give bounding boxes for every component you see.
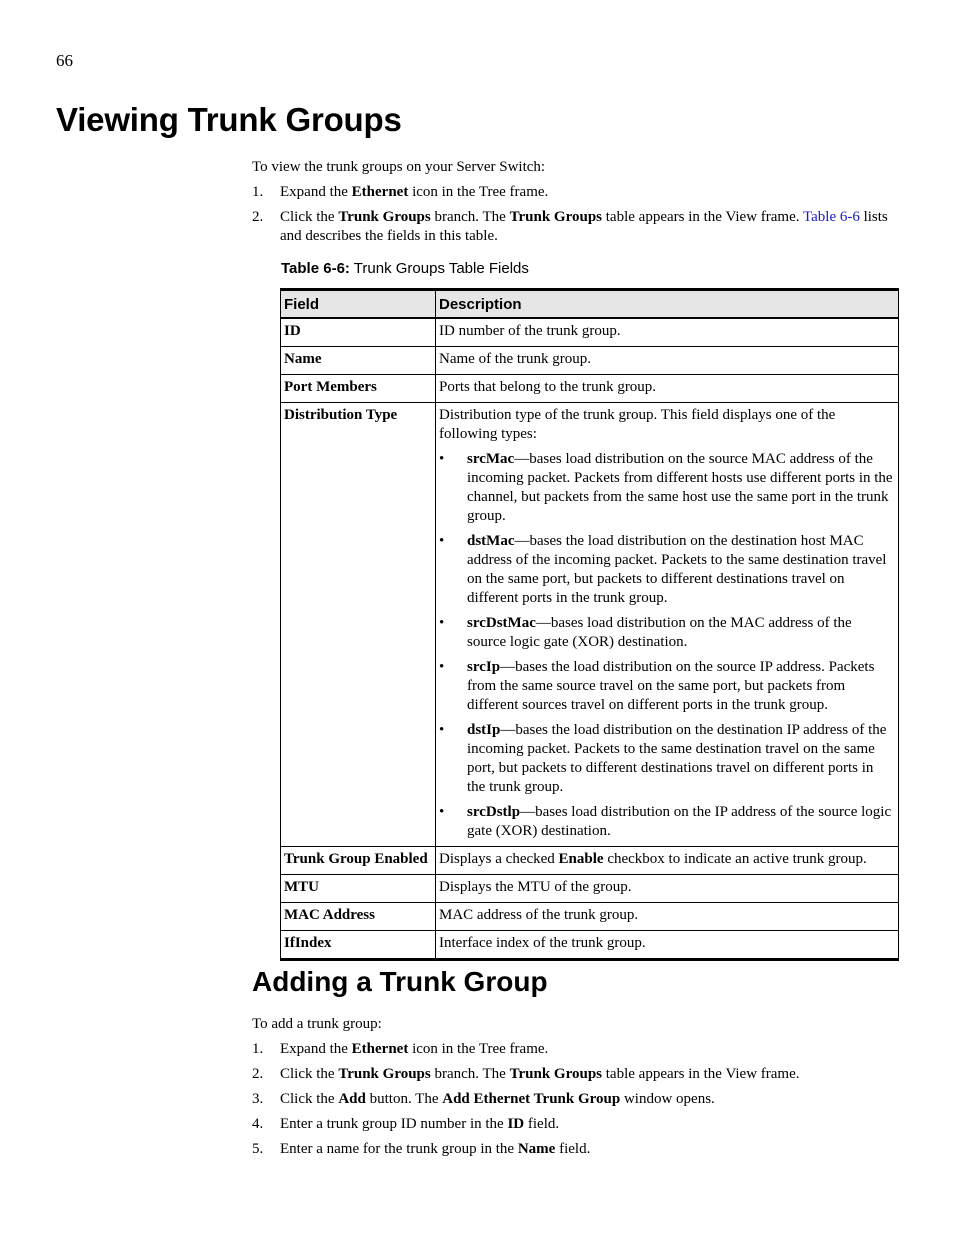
table-caption: [281, 260, 529, 277]
section-subtitle: Adding a Trunk Group: [252, 966, 548, 997]
description-text: Ports that belong to the trunk group.: [439, 379, 657, 395]
text-run: Expand the: [280, 1041, 352, 1057]
text-run: icon in the Tree frame.: [408, 184, 549, 200]
header-field: Field: [281, 290, 436, 319]
bullet-term: srcMac: [467, 451, 515, 467]
description-cell: [436, 875, 899, 903]
field-name-cell: MAC Address: [281, 903, 436, 931]
bullet-term: srcDstlp: [467, 804, 521, 820]
bullet-term: dstMac: [467, 533, 515, 549]
bold-text: Add: [338, 1091, 366, 1107]
bullet-icon: •: [439, 722, 445, 738]
bold-text: Add Ethernet Trunk Group: [442, 1091, 621, 1107]
step-number: 2.: [252, 209, 264, 225]
step-item: [252, 1115, 892, 1134]
bullet-term: srcIp: [467, 659, 501, 675]
text-run: branch. The: [430, 1066, 510, 1082]
bold-text: Trunk Groups: [509, 1066, 603, 1082]
field-name-cell: ID: [281, 318, 436, 347]
step-item: [252, 1090, 892, 1109]
description-text: Distribution type of the trunk group. This field displays one of the following types:: [439, 407, 836, 442]
description-cell: [436, 375, 899, 403]
add-steps-list: [252, 1040, 892, 1165]
step-text: [280, 1066, 800, 1082]
step-text: [280, 209, 888, 244]
bullet-icon: •: [439, 615, 445, 631]
bullet-text: —bases load distribution on the source MAC address of the incoming packet. Packets from different hosts use different ports in the channel, but packets from the same host use the same port in the trunk group.: [467, 451, 893, 524]
bullet-text: —bases load distribution on the IP address of the source logic gate (XOR) destination.: [467, 804, 892, 839]
description-text: Name of the trunk group.: [439, 351, 592, 367]
bullet-text: —bases the load distribution on the destination IP address of the incoming packet. Packets to the same destination travel on the same port, but packets to different destinations travel on different ports in the trunk group.: [467, 722, 887, 795]
text-run: icon in the Tree frame.: [408, 1041, 549, 1057]
step-number: 4.: [252, 1116, 264, 1132]
text-run: Click the: [280, 209, 339, 225]
distribution-type-list: [439, 450, 894, 841]
step-text: [280, 1116, 559, 1132]
step-number: 5.: [252, 1141, 264, 1157]
text-run: table appears in the View frame.: [602, 1066, 800, 1082]
view-steps-list: [252, 183, 892, 252]
trunk-groups-table: [280, 288, 899, 961]
step-item: [252, 1140, 892, 1159]
bullet-text: —bases load distribution on the MAC address of the source logic gate (XOR) destination.: [467, 615, 852, 650]
table-row: [281, 903, 899, 931]
caption-label: Table 6-6:: [281, 260, 350, 277]
bullet-item: [439, 450, 894, 526]
field-name-cell: Name: [281, 347, 436, 375]
table-row: [281, 847, 899, 875]
step-item: [252, 1065, 892, 1084]
text-run: lists and describes the fields in this table.: [280, 209, 888, 244]
step-number: 3.: [252, 1091, 264, 1107]
caption-text: Trunk Groups Table Fields: [349, 260, 529, 277]
field-name-cell: IfIndex: [281, 931, 436, 960]
table-row: [281, 318, 899, 347]
text-run: checkbox to indicate an active trunk group.: [603, 851, 867, 867]
description-text: ID number of the trunk group.: [439, 323, 621, 339]
step-item: [252, 208, 892, 246]
bullet-item: [439, 658, 894, 715]
bullet-term: dstIp: [467, 722, 501, 738]
step-item: [252, 183, 892, 202]
bold-text: Ethernet: [351, 1041, 409, 1057]
bullet-item: [439, 614, 894, 652]
bullet-icon: •: [439, 451, 445, 467]
bullet-text: —bases the load distribution on the destination host MAC address of the incoming packet. Packets to the same destination travel on the same port, but packets to different destinations travel on different ports in the trunk group.: [467, 533, 887, 606]
text-run: field.: [524, 1116, 560, 1132]
text-run: Enter a name for the trunk group in the: [280, 1141, 518, 1157]
bullet-icon: •: [439, 533, 445, 549]
text-run: Click the: [280, 1091, 339, 1107]
bold-text: Trunk Groups: [509, 209, 603, 225]
text-run: Enter a trunk group ID number in the: [280, 1116, 508, 1132]
intro-text: To view the trunk groups on your Server Switch:: [252, 159, 546, 175]
bold-text: Trunk Groups: [338, 1066, 431, 1082]
add-intro-text: To add a trunk group:: [252, 1016, 382, 1032]
text-run: Displays a checked: [439, 851, 559, 867]
header-description: Description: [436, 290, 899, 319]
bullet-item: [439, 721, 894, 797]
cross-reference-link[interactable]: Table 6-6: [803, 209, 860, 225]
field-name-cell: MTU: [281, 875, 436, 903]
bullet-icon: •: [439, 804, 445, 820]
bold-text: Trunk Groups: [338, 209, 431, 225]
step-text: [280, 184, 548, 200]
text-run: field.: [555, 1141, 591, 1157]
bullet-item: [439, 532, 894, 608]
description-cell: [436, 931, 899, 960]
bullet-text: —bases the load distribution on the source IP address. Packets from the same source travel on the same port, but packets from different sources travel on different ports in the trunk group.: [467, 659, 875, 713]
bullet-term: srcDstMac: [467, 615, 536, 631]
description-cell: [436, 903, 899, 931]
table-row: [281, 375, 899, 403]
table-row: [281, 403, 899, 847]
table-row: [281, 875, 899, 903]
bullet-icon: •: [439, 659, 445, 675]
description-text: Displays the MTU of the group.: [439, 879, 632, 895]
field-name-cell: Port Members: [281, 375, 436, 403]
description-cell: [436, 318, 899, 347]
table-row: [281, 347, 899, 375]
bold-text: Name: [517, 1141, 556, 1157]
bullet-item: [439, 803, 894, 841]
description-text: MAC address of the trunk group.: [439, 907, 639, 923]
table-header-row: [281, 290, 899, 319]
description-cell: [436, 847, 899, 875]
description-text: Interface index of the trunk group.: [439, 935, 646, 951]
step-number: 2.: [252, 1066, 264, 1082]
text-run: table appears in the View frame.: [602, 209, 803, 225]
bold-text: ID: [507, 1116, 525, 1132]
description-cell: [436, 403, 899, 847]
text-run: branch. The: [430, 209, 510, 225]
step-text: [280, 1141, 590, 1157]
field-name-cell: Trunk Group Enabled: [281, 847, 436, 875]
page-number: 66: [56, 51, 73, 70]
step-text: [280, 1041, 548, 1057]
bold-text: Ethernet: [351, 184, 409, 200]
field-name-cell: Distribution Type: [281, 403, 436, 847]
text-run: Expand the: [280, 184, 352, 200]
bold-text: Enable: [558, 851, 604, 867]
step-number: 1.: [252, 184, 264, 200]
step-item: [252, 1040, 892, 1059]
page-title: Viewing Trunk Groups: [56, 101, 402, 138]
text-run: button. The: [365, 1091, 443, 1107]
text-run: Click the: [280, 1066, 339, 1082]
text-run: window opens.: [620, 1091, 715, 1107]
step-number: 1.: [252, 1041, 264, 1057]
step-text: [280, 1091, 715, 1107]
table-row: [281, 931, 899, 960]
description-cell: [436, 347, 899, 375]
